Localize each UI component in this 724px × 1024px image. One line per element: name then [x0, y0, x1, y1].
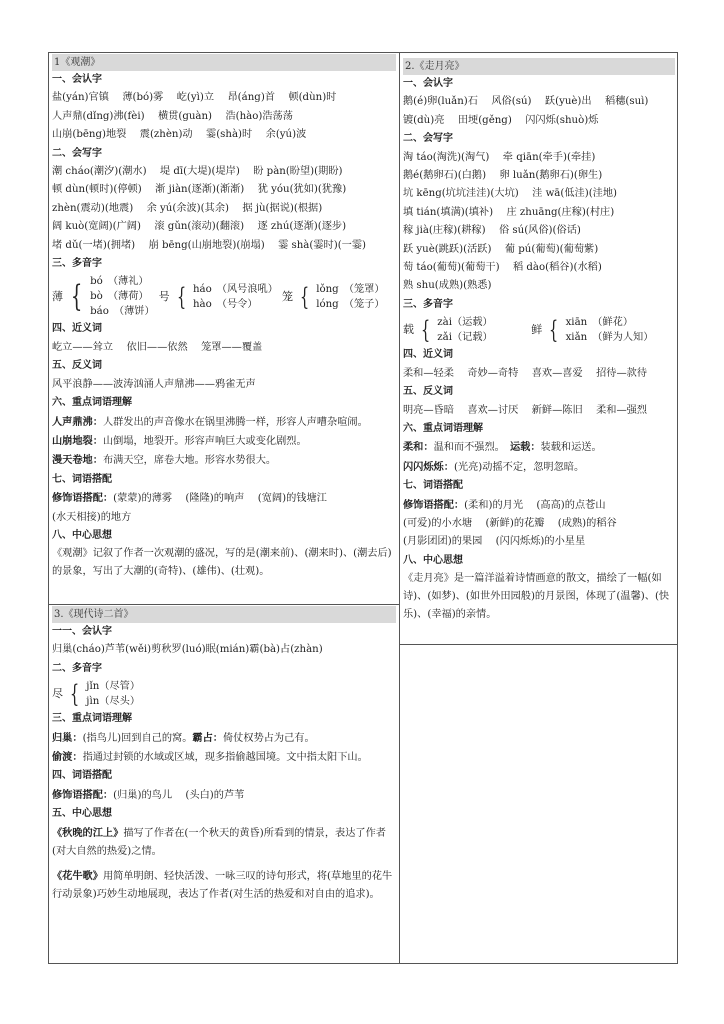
- polyphone-char: 尽: [52, 687, 63, 701]
- reading: jǐn（尽管）: [86, 681, 141, 693]
- text-line: 熟 shu(成熟)(熟悉): [403, 280, 492, 292]
- brace: {: [549, 316, 559, 345]
- definition: 布满天空，席卷大地。形容水势很大。: [102, 455, 277, 467]
- polyphone-char: 笼: [281, 289, 293, 303]
- term: 柔和：: [403, 441, 434, 454]
- term: 霸占：: [192, 731, 223, 744]
- heading: 五、反义词: [403, 386, 453, 398]
- definition: (指鸟儿)回到自己的窝。: [82, 732, 193, 744]
- section-title: 3.《现代诗二首》: [52, 606, 396, 623]
- heading: 一、会认字: [403, 78, 453, 89]
- reading: hào （号令）: [192, 298, 258, 310]
- heading: 三、多音字: [52, 258, 102, 270]
- column-divider: [399, 52, 400, 964]
- collocation: (月影团团)的果园 (闪闪烁烁)的小星星: [403, 536, 586, 548]
- reading: xiān （鲜花）: [565, 317, 634, 329]
- reading: bó （薄礼）: [90, 276, 149, 288]
- section-title: 2.《走月亮》: [403, 58, 675, 75]
- polyphone-char: 鲜: [531, 323, 543, 337]
- term: 漫天卷地：: [52, 454, 103, 467]
- reading: lǒng （笼罩）: [316, 283, 385, 295]
- text-line: zhèn(震动)(地震) 余 yú(余波)(其余) 据 jù(据说)(根据): [52, 202, 323, 214]
- text-line: 坑 kēng(坑坑洼洼)(大坑) 洼 wā(低洼)(洼地): [403, 188, 618, 200]
- text-line: 填 tián(填满)(填补) 庄 zhuāng(庄稼)(村庄): [403, 206, 615, 218]
- polyphone-group: [52, 274, 396, 319]
- definition: (光亮)动摇不定，忽明忽暗。: [453, 461, 585, 473]
- definition: 山倒塌，地裂开。形容声响巨大或变化剧烈。: [102, 435, 307, 447]
- text-line: 风平浪静——波涛汹涌人声鼎沸——鸦雀无声: [52, 378, 256, 390]
- heading: 二、会写字: [52, 147, 102, 159]
- reading: jìn（尽头）: [86, 696, 141, 708]
- definition: 人群发出的声音像水在锅里沸腾一样，形容人声嘈杂喧闹。: [102, 416, 368, 428]
- main-idea: 描写了作者在(一个秋天的黄昏)所看到的情景，表达了作者(对大自然的热爱)之情。: [52, 827, 386, 857]
- brace: {: [70, 680, 80, 709]
- term: 修饰语搭配：: [52, 492, 114, 505]
- heading: 三、多音字: [403, 298, 453, 310]
- heading: 四、近义词: [403, 349, 453, 361]
- text-line: 镀(dù)亮 田埂(gěng) 闪闪烁(shuò)烁: [403, 114, 599, 126]
- term: 人声鼎沸：: [52, 415, 103, 428]
- heading: 八、中心思想: [52, 529, 112, 541]
- section-xiandaishi: [52, 606, 396, 904]
- text-line: 山崩(bēng)地裂 震(zhèn)动 霎(shà)时 余(yú)波: [52, 129, 307, 141]
- heading: 五、中心思想: [52, 808, 112, 820]
- text-line: 归巢(cháo)芦苇(wěi)剪秋罗(luó)眠(mián)霸(bà)占(zhàn): [52, 644, 323, 656]
- text-line: 萄 táo(葡萄)(葡萄干) 稻 dào(稻谷)(水稻): [403, 262, 602, 274]
- definition: 装载和运送。: [540, 442, 602, 454]
- term: 山崩地裂：: [52, 434, 103, 447]
- brace: {: [176, 282, 186, 311]
- heading: 一一、会认字: [52, 626, 112, 637]
- text-line: 屹立——耸立 依旧——依然 笼罩——覆盖: [52, 341, 263, 353]
- definition: 温和而不强烈。: [433, 442, 500, 454]
- reading: bò （薄荷）: [90, 291, 149, 303]
- definition: 倚仗权势占为己有。: [222, 732, 315, 744]
- term: 修饰语搭配：: [52, 788, 114, 801]
- main-idea: 用简单明朗、轻快活泼、一咏三叹的诗句形式，将(草地里的花牛行动景象)巧妙生动地展现，表达了作者(对生活的热爱和对自由的追求)。: [52, 870, 393, 900]
- text-line: 跃 yuè(跳跃)(活跃) 葡 pú(葡萄)(葡萄紫): [403, 243, 599, 255]
- heading: 五、反义词: [52, 360, 102, 372]
- heading: 二、多音字: [52, 662, 102, 674]
- term: 归巢：: [52, 731, 83, 744]
- row-divider-left: [48, 604, 400, 605]
- heading: 七、词语搭配: [52, 473, 112, 485]
- brace: {: [70, 278, 83, 314]
- text-line: 盐(yán)官镇 薄(bó)雾 屹(yì)立 昂(áng)首 顿(dùn)时: [52, 92, 337, 104]
- row-divider-right: [399, 644, 678, 645]
- polyphone-char: 薄: [52, 289, 63, 303]
- heading: 七、词语搭配: [403, 480, 463, 492]
- text-line: 明亮—昏暗 喜欢—讨厌 新鲜—陈旧 柔和—强烈: [403, 404, 648, 416]
- collocation: (归巢)的鸟儿 (头白)的芦苇: [113, 789, 245, 801]
- heading: 二、会写字: [403, 133, 453, 145]
- heading: 八、中心思想: [403, 554, 463, 566]
- reading: zài（运载）: [437, 317, 493, 329]
- text-line: 堵 dǔ(一堵)(拥堵) 崩 bēng(山崩地裂)(崩塌) 霎 shà(霎时)(一霎): [52, 239, 367, 251]
- heading: 四、近义词: [52, 323, 102, 335]
- polyphone-char: 载: [403, 323, 414, 337]
- brace: {: [299, 282, 310, 311]
- text-line: 稼 jià(庄稼)(耕稼) 俗 sú(风俗)(俗话): [403, 225, 581, 237]
- term: 偷渡：: [52, 751, 83, 764]
- polyphone-group: [403, 315, 675, 345]
- text-line: 鹅(é)卵(luǎn)石 风俗(sú) 跃(yuè)出 稻穗(suì): [403, 96, 649, 108]
- term: 修饰语搭配：: [403, 498, 465, 511]
- collocation: (蒙蒙)的薄雾 (隆隆)的响声 (宽阔)的钱塘江: [113, 493, 327, 505]
- brace: {: [421, 316, 431, 345]
- heading: 六、重点词语理解: [403, 422, 483, 434]
- reading: lóng （笼子）: [316, 298, 385, 310]
- section-guanchao: [52, 54, 396, 581]
- term: 运载：: [509, 441, 541, 454]
- text-line: 柔和—轻柔 奇妙—奇特 喜欢—喜爱 招待—款待: [403, 367, 648, 379]
- reading: xiǎn （鲜为人知）: [565, 332, 654, 344]
- poem-title: 《秋晚的江上》: [52, 826, 124, 839]
- poem-title: 《花牛歌》: [52, 869, 103, 882]
- text-line: 淘 táo(淘洗)(淘气) 牵 qiān(牵手)(牵挂): [403, 151, 596, 163]
- polyphone-group: [52, 679, 396, 709]
- definition: 指通过封锁的水域或区域，现多指偷越国境。文中指太阳下山。: [82, 752, 368, 764]
- collocation: (水天相接)的地方: [52, 511, 132, 523]
- text-line: 潮 cháo(潮汐)(潮水) 堤 dī(大堤)(堤岸) 盼 pàn(盼望)(期盼): [52, 166, 343, 178]
- text-line: 阔 kuò(宽阔)(广阔) 滚 gǔn(滚动)(翻滚) 逐 zhú(逐渐)(逐步): [52, 221, 347, 233]
- reading: báo （薄饼）: [90, 306, 155, 318]
- collocation: (柔和)的月光 (高高)的点苍山: [464, 499, 606, 511]
- heading: 四、词语搭配: [52, 770, 112, 782]
- main-idea: 《走月亮》是一篇洋溢着诗情画意的散文，描绘了一幅(如诗)、(如梦)、(如世外田园般)的月景图，体现了(温馨)、(快乐)、(幸福)的亲情。: [403, 573, 670, 621]
- reading: háo （风号浪吼）: [192, 283, 278, 295]
- collocation: (可爱)的小水塘 (新鲜)的花瓣 (成熟)的稻谷: [403, 517, 617, 529]
- term: 闪闪烁烁：: [403, 460, 454, 473]
- heading: 六、重点词语理解: [52, 397, 132, 409]
- text-line: 人声鼎(dǐng)沸(fèi) 横贯(guàn) 浩(hào)浩荡荡: [52, 110, 293, 122]
- text-line: 顿 dùn(顿时)(停顿) 渐 jiàn(逐渐)(渐渐) 犹 yóu(犹如)(犹豫): [52, 184, 347, 196]
- heading: 一、会认字: [52, 74, 102, 85]
- text-line: 鹅é(鹅卵石)(白鹅) 卵 luǎn(鹅卵石)(卵生): [403, 170, 603, 182]
- polyphone-char: 号: [158, 289, 170, 303]
- main-idea: 《观潮》记叙了作者一次观潮的盛况，写的是(潮来前)、(潮来时)、(潮去后)的景象，写出了大潮的(奇特)、(雄伟)、(壮观)。: [52, 548, 392, 578]
- section-title: 1《观潮》: [52, 54, 396, 71]
- section-zouyueliang: [403, 58, 675, 624]
- reading: zǎi（记载）: [437, 332, 493, 344]
- heading: 三、重点词语理解: [52, 713, 132, 725]
